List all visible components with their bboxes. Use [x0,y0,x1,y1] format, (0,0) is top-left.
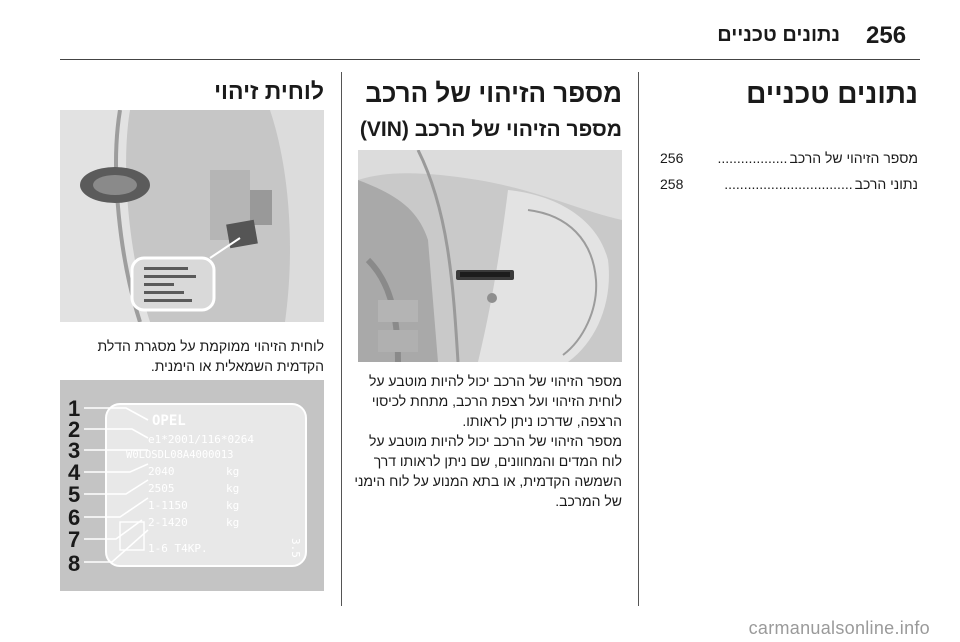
plate-unit: kg [226,499,240,512]
callout-number: 4 [68,460,81,485]
running-header-title: נתונים טכניים [717,24,840,46]
column-divider [341,72,342,606]
plate-line: OPEL [152,413,186,429]
plate-line: 2040 [148,465,175,478]
plate-line: 2505 [148,482,175,495]
plate-line: e1*2001/116*0264 [148,433,254,446]
callout-number: 1 [68,396,81,421]
toc-leader-dots: .................. [717,150,788,166]
plate-unit: kg [226,465,240,478]
toc-entry[interactable] [660,176,918,194]
header-rule [60,59,920,60]
section-heading: לוחית זיהוי [214,78,324,104]
callout-number: 5 [68,482,81,507]
callout-number: 3 [68,438,81,463]
id-plate-diagram [60,380,324,591]
toc-entry-label: מספר הזיהוי של הרכב [789,150,918,166]
callout-number: 6 [68,505,81,530]
vin-location-photo [358,150,622,362]
vin-paragraph: מספר הזיהוי של הרכב יכול להיות מוטבע על לוח המדים והמחוונים, שם ניתן לראותו דרך השמשה הקדמית, או בתא המנוע על לוח הימני של המרכב. [354,433,622,509]
plate-side-code: 3.5 [289,538,302,558]
page-number: 256 [866,22,907,49]
plate-line: 1-1150 [148,499,188,512]
subsection-heading: מספר הזיהוי של הרכב (VIN) [359,118,622,141]
chapter-title: נתונים טכניים [746,78,918,109]
column-divider [638,72,639,606]
watermark: carmanualsonline.info [748,618,930,638]
plate-unit: kg [226,482,240,495]
id-plate-location-photo [60,110,324,322]
vin-paragraph: מספר הזיהוי של הרכב יכול להיות מוטבע על לוחית הזיהוי ועל רצפת הרכב, מתחת לכיסוי הרצפה, שדרכו ניתן לראותו. [368,373,622,429]
toc-entry[interactable] [660,150,918,168]
plate-line: 1-6 T4KP. [148,542,208,555]
toc-leader-dots: ................................. [724,176,853,192]
callout-number: 7 [68,527,81,552]
plate-line: 2-1420 [148,516,188,529]
section-heading: מספר הזיהוי של הרכב [365,78,622,108]
callout-number: 8 [68,551,81,576]
callout-number: 2 [68,417,81,442]
id-plate-caption: לוחית הזיהוי ממוקמת על מסגרת הדלת הקדמית השמאלית או הימנית. [97,338,324,374]
plate-line: W0LOSDL08A4000013 [126,449,234,461]
toc-entry-label: נתוני הרכב [854,176,918,192]
toc-entry-page: 258 [660,176,684,192]
plate-unit: kg [226,516,240,529]
toc-entry-page: 256 [660,150,684,166]
